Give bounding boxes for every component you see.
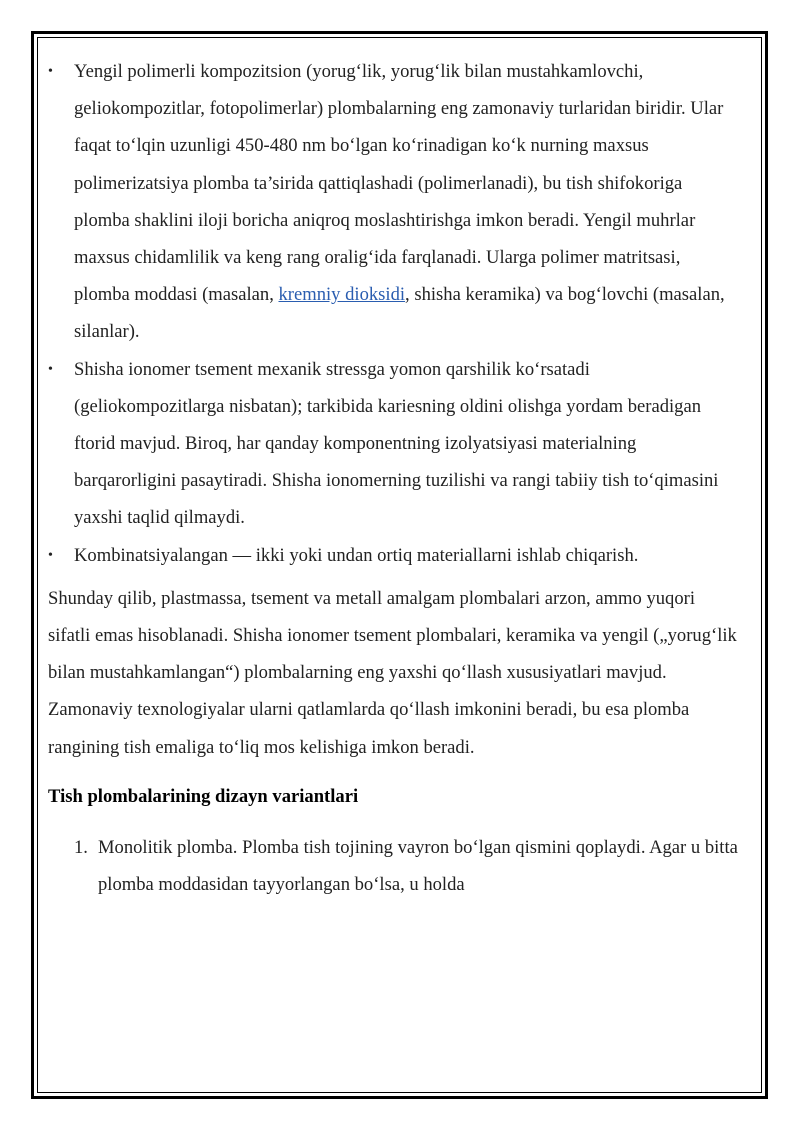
bullet-item-combined (48, 537, 738, 574)
bullet-text: Kombinatsiyalangan — ikki yoki undan ortiq materiallarni ishlab chiqarish. (74, 544, 639, 566)
summary-paragraph: Shunday qilib, plastmassa, tsement va metall amalgam plombalari arzon, ammo yuqori sifatli emas hisoblanadi. Shisha ionomer tsement plombalari, keramika va yengil („yorug‘lik bilan mustahkamlangan“) plombalarning eng yaxshi qo‘llash xususiyatlari mavjud. Zamonaviy texnologiyalar ularni qatlamlarda qo‘llash imkonini beradi, bu esa plomba rangining tish emaliga to‘liq mos kelishiga imkon beradi. (48, 587, 737, 758)
bullet-icon: • (48, 64, 53, 79)
numbered-item (48, 829, 738, 903)
bullet-icon: • (48, 361, 53, 377)
document-body (48, 53, 738, 903)
silicon-dioxide-link[interactable]: kremniy dioksidi (278, 284, 406, 306)
bullet-text: Yengil polimerli kompozitsion (yorug‘lik, yorug‘lik bilan mustahkamlovchi, geliokompozitlar, fotopolimerlar) plombalarning eng zamonaviy turlaridan biridir. Ular faqat to‘lqin uzunligi 450-480 nm bo‘lgan ko‘rinadigan ko‘k nurning maxsus polimerizatsiya plomba ta’sirida qattiqlashadi (polimerlanadi), bu tish shifokoriga plomba shaklini iloji boricha aniqroq moslashtirishga imkon beradi. Yengil muhrlar maxsus chidamlilik va keng rang oralig‘ida farqlanadi. Ularga polimer matritsasi, plomba moddasi (masalan, (74, 61, 724, 306)
bullet-text: Shisha ionomer tsement mexanik stressga yomon qarshilik ko‘rsatadi (geliokompozitlarga nisbatan); tarkibida kariesning oldini olishga yordam beradigan ftorid mavjud. Biroq, har qanday komponentning izolyatsiyasi materialning barqarorligini pasaytiradi. Shisha ionomerning tuzilishi va rangi tabiiy tish to‘qimasini yaxshi taqlid qilmaydi. (74, 358, 719, 529)
item-text: Monolitik plomba. Plomba tish tojining vayron bo‘lgan qismini qoplaydi. Agar u bitta plomba moddasidan tayyorlangan bo‘lsa, u holda (98, 837, 738, 896)
bullet-item-glass-ionomer (48, 351, 738, 537)
item-number: 1. (74, 837, 88, 859)
bullet-icon: • (48, 547, 53, 563)
section-heading: Tish plombalarining dizayn variantlari (48, 785, 359, 807)
bullet-item-light-cured (48, 53, 738, 351)
bullet-text-tail: , shisha keramika) va bog‘lovchi (masalan, silanlar). (74, 284, 725, 343)
numbered-list (48, 829, 738, 903)
bullet-list (48, 53, 738, 574)
